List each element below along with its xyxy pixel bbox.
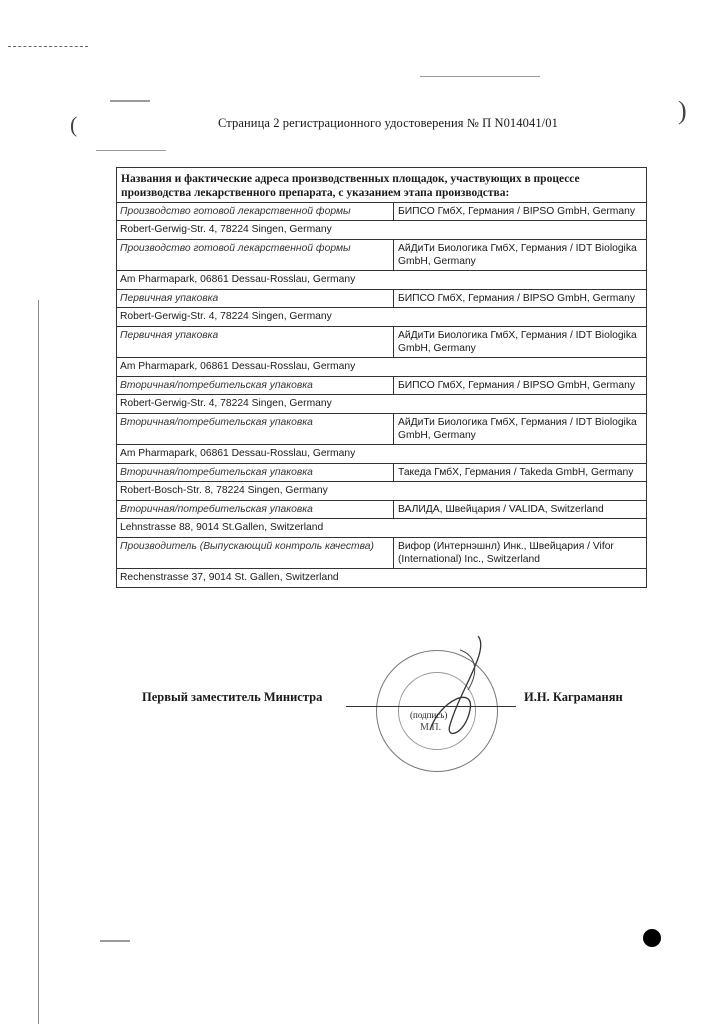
stage-cell: Вторичная/потребительская упаковка [117,414,394,444]
table-row [117,240,646,271]
table-row [117,377,646,395]
signature-line [346,706,516,707]
maker-cell: Такеда ГмбХ, Германия / Takeda GmbH, Germany [398,467,634,478]
address-row [117,358,646,377]
scan-noise [110,100,150,102]
table-row [117,327,646,358]
address-cell: Am Pharmapark, 06861 Dessau-Rosslau, Germany [120,361,356,372]
address-row [117,445,646,464]
scan-noise [96,150,166,151]
address-cell: Robert-Gerwig-Str. 4, 78224 Singen, Germany [120,311,332,322]
address-cell: Robert-Bosch-Str. 8, 78224 Singen, Germany [120,485,328,496]
page-header: Страница 2 регистрационного удостоверения № П N014041/01 [218,116,558,130]
address-row [117,221,646,240]
stage-cell: Производство готовой лекарственной формы [117,203,394,220]
table-row [117,464,646,482]
maker-cell: ВАЛИДА, Швейцария / VALIDA, Switzerland [398,504,604,515]
address-row [117,395,646,414]
address-cell: Lehnstrasse 88, 9014 St.Gallen, Switzerland [120,522,324,533]
address-row [117,569,646,587]
address-row [117,482,646,501]
address-row [117,271,646,290]
address-row [117,308,646,327]
signature-caption: (подпись) [410,710,448,720]
manufacturing-sites-table [116,167,647,588]
stage-cell: Производство готовой лекарственной формы [117,240,394,270]
maker-cell: БИПСО ГмбХ, Германия / BIPSO GmbH, Germany [398,293,635,304]
address-cell: Am Pharmapark, 06861 Dessau-Rosslau, Germany [120,448,356,459]
table-row [117,414,646,445]
maker-cell: АйДиТи Биологика ГмбХ, Германия / IDT Biologika GmbH, Germany [398,243,637,267]
left-margin-rule [38,300,39,1024]
address-cell: Robert-Gerwig-Str. 4, 78224 Singen, Germany [120,398,332,409]
signatory-name: И.Н. Каграманян [524,690,623,704]
maker-cell: АйДиТи Биологика ГмбХ, Германия / IDT Biologika GmbH, Germany [398,417,637,441]
punch-hole-mark [643,929,661,947]
table-heading: Названия и фактические адреса производственных площадок, участвующих в процессе производства лекарственного препарата, с указанием этапа производства: [117,168,646,203]
left-bracket-mark: ( [70,112,78,137]
address-cell: Robert-Gerwig-Str. 4, 78224 Singen, Germany [120,224,332,235]
scan-noise [100,940,130,942]
address-cell: Am Pharmapark, 06861 Dessau-Rosslau, Germany [120,274,356,285]
right-bracket-mark: ) [678,96,687,125]
scan-noise [420,76,540,77]
stage-cell: Первичная упаковка [117,327,394,357]
stage-cell: Первичная упаковка [117,290,394,307]
maker-cell: Вифор (Интернэшнл) Инк., Швейцария / Vifor (International) Inc., Switzerland [398,541,614,565]
stage-cell: Вторичная/потребительская упаковка [117,464,394,481]
stage-cell: Вторичная/потребительская упаковка [117,377,394,394]
stamp-mark: М.П. [420,722,442,733]
address-row [117,519,646,538]
address-cell: Rechenstrasse 37, 9014 St. Gallen, Switzerland [120,572,339,583]
table-row [117,538,646,569]
maker-cell: АйДиТи Биологика ГмбХ, Германия / IDT Biologika GmbH, Germany [398,330,637,354]
table-row [117,501,646,519]
top-dashed-mark [8,46,88,48]
table-row [117,290,646,308]
signatory-title: Первый заместитель Министра [142,690,323,704]
table-row [117,203,646,221]
maker-cell: БИПСО ГмбХ, Германия / BIPSO GmbH, Germany [398,206,635,217]
stage-cell: Вторичная/потребительская упаковка [117,501,394,518]
stage-cell: Производитель (Выпускающий контроль качества) [117,538,394,568]
maker-cell: БИПСО ГмбХ, Германия / BIPSO GmbH, Germany [398,380,635,391]
